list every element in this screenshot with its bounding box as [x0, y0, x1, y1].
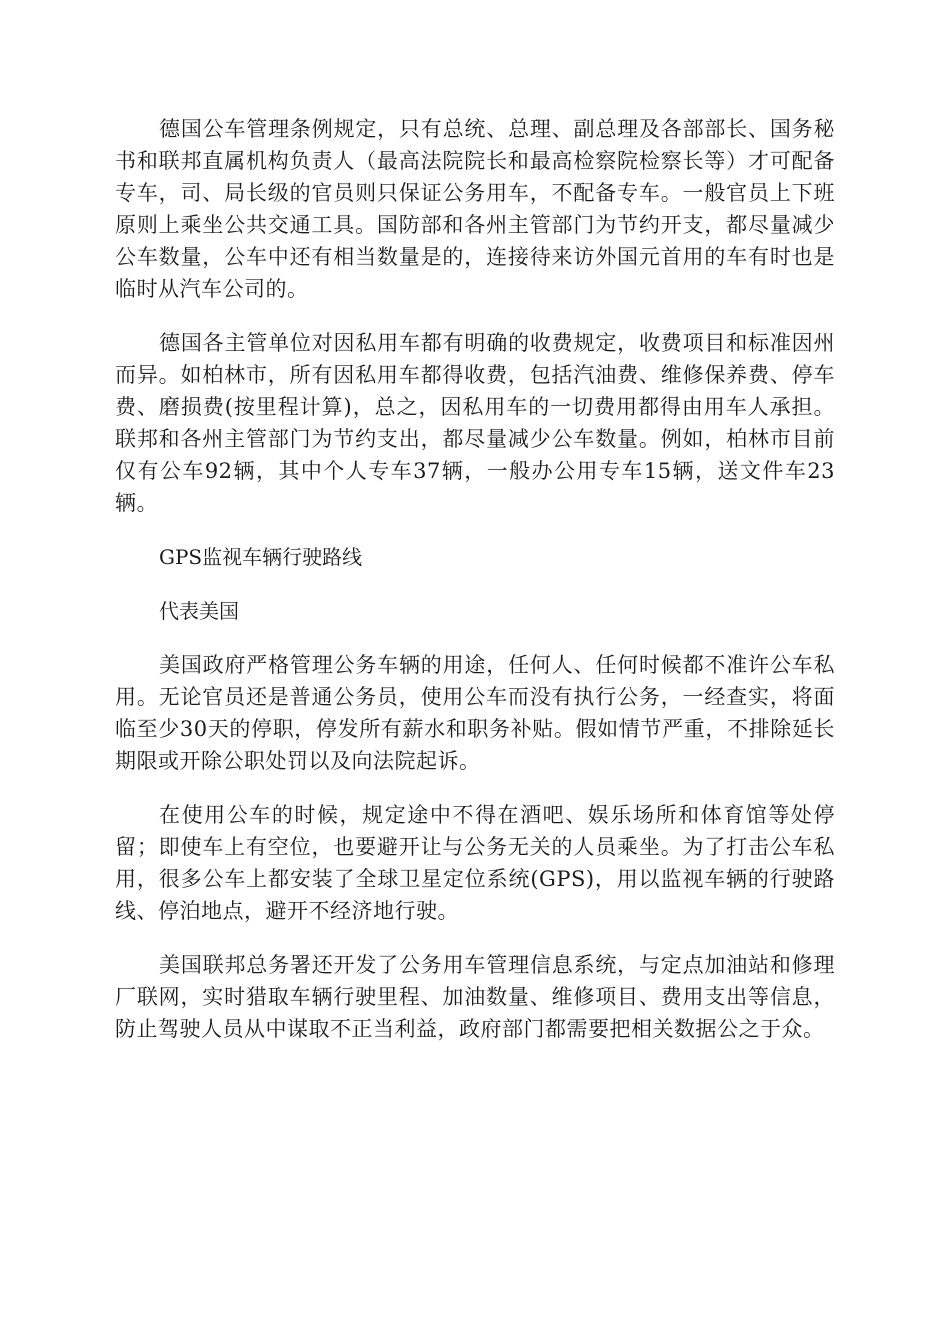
- paragraph-germany-private-use-fees: 德国各主管单位对因私用车都有明确的收费规定，收费项目和标准因州而异。如柏林市，所有因私用车都得收费，包括汽油费、维修保养费、停车费、磨损费(按里程计算)，总之，因私用车的一切费用都得由用车人承担。联邦和各州主管部门为节约支出，都尽量减少公车数量。例如，柏林市目前仅有公车92辆，其中个人专车37辆，一般办公用专车15辆，送文件车23辆。: [115, 331, 835, 515]
- document-page: [115, 113, 835, 1067]
- section-heading-usa: 代表美国: [159, 599, 239, 623]
- paragraph-usa-gps-monitoring: 在使用公车的时候，规定途中不得在酒吧、娱乐场所和体育馆等处停留；即使车上有空位，也要避开让与公务无关的人员乘坐。为了打击公车私用，很多公车上都安装了全球卫星定位系统(GPS)，用以监视车辆的行驶路线、停泊地点，避开不经济地行驶。: [115, 803, 835, 923]
- paragraph-usa-management-system: 美国联邦总务署还开发了公务用车管理信息系统，与定点加油站和修理厂联网，实时猎取车辆行驶里程、加油数量、维修项目、费用支出等信息，防止驾驶人员从中谋取不正当利益，政府部门都需要把相关数据公之于众。: [115, 953, 835, 1041]
- paragraph-usa-usage-rules: 美国政府严格管理公务车辆的用途，任何人、任何时候都不准许公车私用。无论官员还是普通公务员，使用公车而没有执行公务，一经查实，将面临至少30天的停职，停发所有薪水和职务补贴。假如情节严重，不排除延长期限或开除公职处罚以及向法院起诉。: [115, 653, 835, 773]
- section-heading-gps: GPS监视车辆行驶路线: [159, 545, 363, 569]
- paragraph-germany-vehicle-rules: 德国公车管理条例规定，只有总统、总理、副总理及各部部长、国务秘书和联邦直属机构负责人（最高法院院长和最高检察院检察长等）才可配备专车，司、局长级的官员则只保证公务用车，不配备专车。一般官员上下班原则上乘坐公共交通工具。国防部和各州主管部门为节约开支，都尽量减少公车数量，公车中还有相当数量是的，连接待来访外国元首用的车有时也是临时从汽车公司的。: [115, 117, 835, 301]
